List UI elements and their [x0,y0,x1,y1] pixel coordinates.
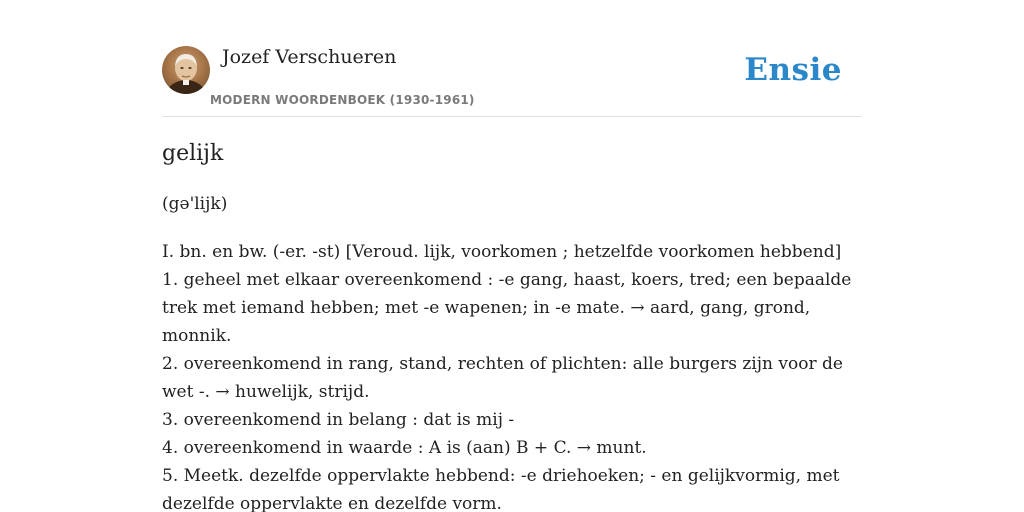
definition-line: 4. overeenkomend in waarde : A is (aan) B + C. → munt. [162,438,647,458]
definition-line: 2. overeenkomend in rang, stand, rechten of plichten: alle burgers zijn voor de wet -. → huwelijk, strijd. [162,354,843,402]
definition-list [162,238,862,512]
headword: gelijk [162,141,224,166]
author-name[interactable]: Jozef Verschueren [222,46,397,68]
entry-header [162,46,862,117]
entry-content [162,138,862,512]
avatar[interactable] [162,46,210,94]
definition-line: 1. geheel met elkaar overeenkomend : -e gang, haast, koers, tred; een bepaalde trek met iemand hebben; met -e wapenen; in -e mate. → aard, gang, grond, monnik. [162,270,852,346]
pronunciation: (gə'lijk) [162,194,228,214]
source-label[interactable]: MODERN WOORDENBOEK (1930-1961) [210,93,475,107]
definition-line: 3. overeenkomend in belang : dat is mij - [162,410,515,430]
author-portrait-icon [162,46,210,94]
brand-logo[interactable]: Ensie [744,52,842,88]
definition-line: 5. Meetk. dezelfde oppervlakte hebbend: -e driehoeken; - en gelijkvormig, met dezelfde oppervlakte en dezelfde vorm. [162,466,840,512]
definition-line: I. bn. en bw. (-er. -st) [Veroud. lijk, voorkomen ; hetzelfde voorkomen hebbend] [162,242,842,262]
